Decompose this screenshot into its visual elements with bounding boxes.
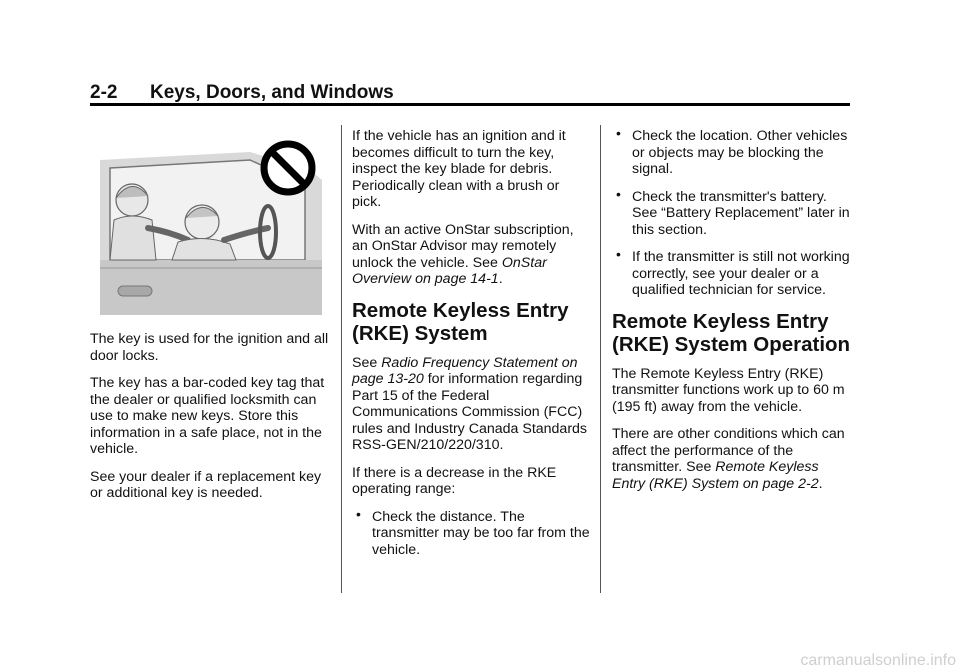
page-number: 2-2 bbox=[90, 82, 118, 103]
section-heading: Remote Keyless Entry (RKE) System Operation bbox=[612, 309, 851, 356]
cross-reference-link[interactable]: OnStar Overview on page 14-1 bbox=[352, 254, 547, 287]
cross-reference-link[interactable]: Remote Keyless Entry (RKE) System on page 2-2 bbox=[612, 459, 819, 492]
paragraph: The key is used for the ignition and all door locks. bbox=[90, 331, 329, 364]
column-divider-1 bbox=[341, 125, 342, 593]
bullet-item: • Check the distance. The transmitter may be too far from the vehicle. bbox=[356, 505, 590, 558]
column-divider-2 bbox=[600, 125, 601, 593]
bullet-icon: • bbox=[616, 246, 621, 262]
bullet-icon: • bbox=[356, 505, 361, 522]
paragraph: If there is a decrease in the RKE operating range: bbox=[352, 464, 557, 497]
bullet-icon: • bbox=[616, 125, 621, 141]
bullet-item: • Check the transmitter's battery. See “Battery Replacement” later in this section. bbox=[616, 185, 850, 238]
paragraph: See Radio Frequency Statement on page 13-20 for information regarding Part 15 of the Federal Communications Commission (FCC) rules and Industry Canada Standards RSS-GEN/210/220/310. bbox=[352, 354, 588, 453]
paragraph: With an active OnStar subscription, an OnStar Advisor may remotely unlock the vehicle. See OnStar Overview on page 14-1. bbox=[352, 221, 574, 287]
paragraph: There are other conditions which can affect the performance of the transmitter. See Remote Keyless Entry (RKE) System on page 2-2. bbox=[612, 426, 845, 492]
bullet-item: • If the transmitter is still not working correctly, see your dealer or a qualified technician for service. bbox=[616, 246, 850, 298]
paragraph: The Remote Keyless Entry (RKE) transmitter functions work up to 60 m (195 ft) away from the vehicle. bbox=[612, 365, 845, 415]
bullet-item: • Check the location. Other vehicles or objects may be blocking the signal. bbox=[616, 125, 848, 177]
column-3 bbox=[612, 125, 852, 503]
paragraph: If the vehicle has an ignition and it becomes difficult to turn the key, inspect the key blade for debris. Periodically clean with a brush or pick. bbox=[352, 128, 566, 210]
watermark: carmanualsonline.info bbox=[800, 652, 956, 669]
header-rule bbox=[90, 103, 850, 106]
paragraph: The key has a bar-coded key tag that the dealer or qualified locksmith can use to make new keys. Store this information in a safe place, not in the vehicle. bbox=[90, 375, 325, 457]
section-title: Keys, Doors, and Windows bbox=[150, 82, 394, 103]
paragraph: See your dealer if a replacement key or additional key is needed. bbox=[90, 468, 322, 501]
column-2 bbox=[352, 128, 592, 569]
no-child-driving-prohibition-illustration bbox=[100, 140, 322, 315]
cross-reference-link[interactable]: Radio Frequency Statement on page 13-20 bbox=[352, 354, 578, 387]
bullet-icon: • bbox=[616, 185, 621, 202]
column-1 bbox=[90, 331, 330, 513]
section-heading: Remote Keyless Entry (RKE) System bbox=[352, 298, 569, 345]
